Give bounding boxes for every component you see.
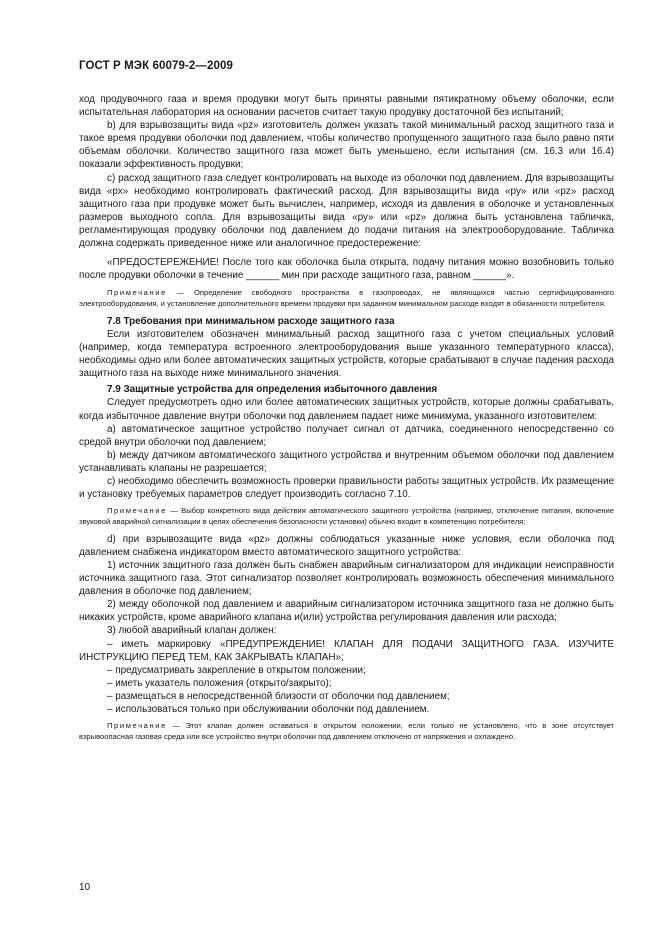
paragraph: – размещаться в непосредственной близости от оболочки под давлением; <box>107 690 450 702</box>
paragraph: 2) между оболочкой под давлением и аварийным сигнализатором источника защитного газа не должно быть никаких устройств, кроме аварийного клапана и(или) устройства регулирования давления или расхода; <box>79 599 614 624</box>
note <box>79 288 614 310</box>
section-heading: 7.8 Требования при минимальном расходе защитного газа <box>107 315 395 327</box>
paragraph: 1) источник защитного газа должен быть снабжен аварийным сигнализатором для индикации неисправности источника защитного газа. Этот сигнализатор позволяет контролировать возможность обеспечения минимального давления в оболочке под давлением; <box>79 560 614 598</box>
paragraph: a) автоматическое защитное устройство получает сигнал от датчика, соединенного непосредственно со средой внутри оболочки под давлением; <box>79 423 614 448</box>
note-text: Определение свободного пространства в газопроводах, не являющихся частью сертифицированного электрооборудования, и установление дополнительного времени продувки при заданном минимальном расходе входят в обязанности потребителя. <box>79 288 614 309</box>
note-text: Этот клапан должен оставаться в открытом положении, если только не установлено, что в зоне отсутствует взрывоопасная газовая среда или все устройство внутри оболочки под давлением отключено от напряжения и охлаждено. <box>79 721 614 741</box>
paragraph: – использоваться только при обслуживании оболочки под давлением. <box>107 704 430 716</box>
warning-text: «ПРЕДОСТЕРЕЖЕНИЕ! После того как оболочка была открыта, подачу питания можно возобновить только после продувки оболочки в течение ______ мин при расходе защитного газа, равном ______». <box>79 257 614 282</box>
section-heading: 7.9 Защитные устройства для определения избыточного давления <box>107 384 438 396</box>
document-body <box>79 93 614 743</box>
paragraph: c) необходимо обеспечить возможность проверки правильности работы защитных устройств. Их размещение и установку требуемых параметров следует производить согласно 7.10. <box>79 476 614 501</box>
note-dash: — <box>166 506 182 516</box>
paragraph: Следует предусмотреть одно или более автоматических защитных устройств, которые должны срабатывать, когда избыточное давление внутри оболочки под давлением падает ниже минимума, указанного изготовителем: <box>79 397 614 422</box>
paragraph: ход продувочного газа и время продувки могут быть приняты равными пятикратному объему оболочки, если испытательная лаборатория на основании расчетов считает такую продувку достаточной без испытаний; <box>79 94 614 119</box>
page-number: 10 <box>79 882 91 893</box>
paragraph: d) при взрывозащите вида «pz» должны соблюдаться указанные ниже условия, если оболочка под давлением снабжена индикатором вместо автоматического защитного устройства: <box>79 533 614 558</box>
paragraph: b) между датчиком автоматического защитного устройства и внутренним объемом оболочки под давлением устанавливать клапаны не разрешается; <box>79 449 614 474</box>
paragraph: – иметь маркировку «ПРЕДУПРЕЖДЕНИЕ! КЛАПАН ДЛЯ ПОДАЧИ ЗАЩИТНОГО ГАЗА. ИЗУЧИТЕ ИНСТРУКЦИЮ ПЕРЕД ТЕМ, КАК ЗАКРЫВАТЬ КЛАПАН»; <box>79 638 614 663</box>
note-dash: — <box>166 721 186 731</box>
note-text: Выбор конкретного вида действия автоматического защитного устройства (например, отключение питания, включение звуковой аварийной сигнализации в целях обеспечения безопасности установки) обычно входит в компетенцию потребителя; <box>79 506 614 527</box>
document-header: ГОСТ Р МЭК 60079-2—2009 <box>79 60 233 72</box>
note-label: Примечание <box>107 506 167 516</box>
note <box>79 721 614 743</box>
paragraph: b) для взрывозащиты вида «pz» изготовитель должен указать такой минимальный расход защитного газа и такое время продувки оболочки под давлением, чтобы количество пропущенного защитного газа было равно пяти объемам оболочки. Количество защитного газа может быть уменьшено, если испытания (см. 16.3 или 16.4) показали эффективность продувки; <box>79 120 614 171</box>
note <box>79 506 614 528</box>
paragraph: c) расход защитного газа следует контролировать на выходе из оболочки под давлением. Для взрывозащиты вида «px» необходимо контролировать фактический расход. Для взрывозащиты вида «py» или «pz» расход защитного газа при продувке может быть вычислен, например, исходя из давления в оболочке и установленных размеров выходного сопла. Для взрывозащиты вида «py» или «pz» должна быть установлена табличка, регламентирующая продувку оболочки под давлением до подачи питания на электрооборудование. Табличка должна содержать приведенное ниже или аналогичное предостережение: <box>79 172 614 250</box>
paragraph: – предусматривать закрепление в открытом положении; <box>107 664 366 676</box>
note-label: Примечание <box>107 288 167 298</box>
note-dash: — <box>166 288 194 298</box>
paragraph: Если изготовителем обозначен минимальный расход защитного газа с учетом специальных условий (например, когда температура встроенного электрооборудования выше указанного температурного класса), необходимы одно или более автоматических защитных устройств, которые срабатывают в случае падения расхода защитного газа на выходе ниже минимального значения. <box>79 329 614 380</box>
paragraph: 3) любой аварийный клапан должен: <box>107 625 277 637</box>
paragraph: – иметь указатель положения (открыто/закрыто); <box>107 677 332 689</box>
note-label: Примечание <box>107 721 167 731</box>
